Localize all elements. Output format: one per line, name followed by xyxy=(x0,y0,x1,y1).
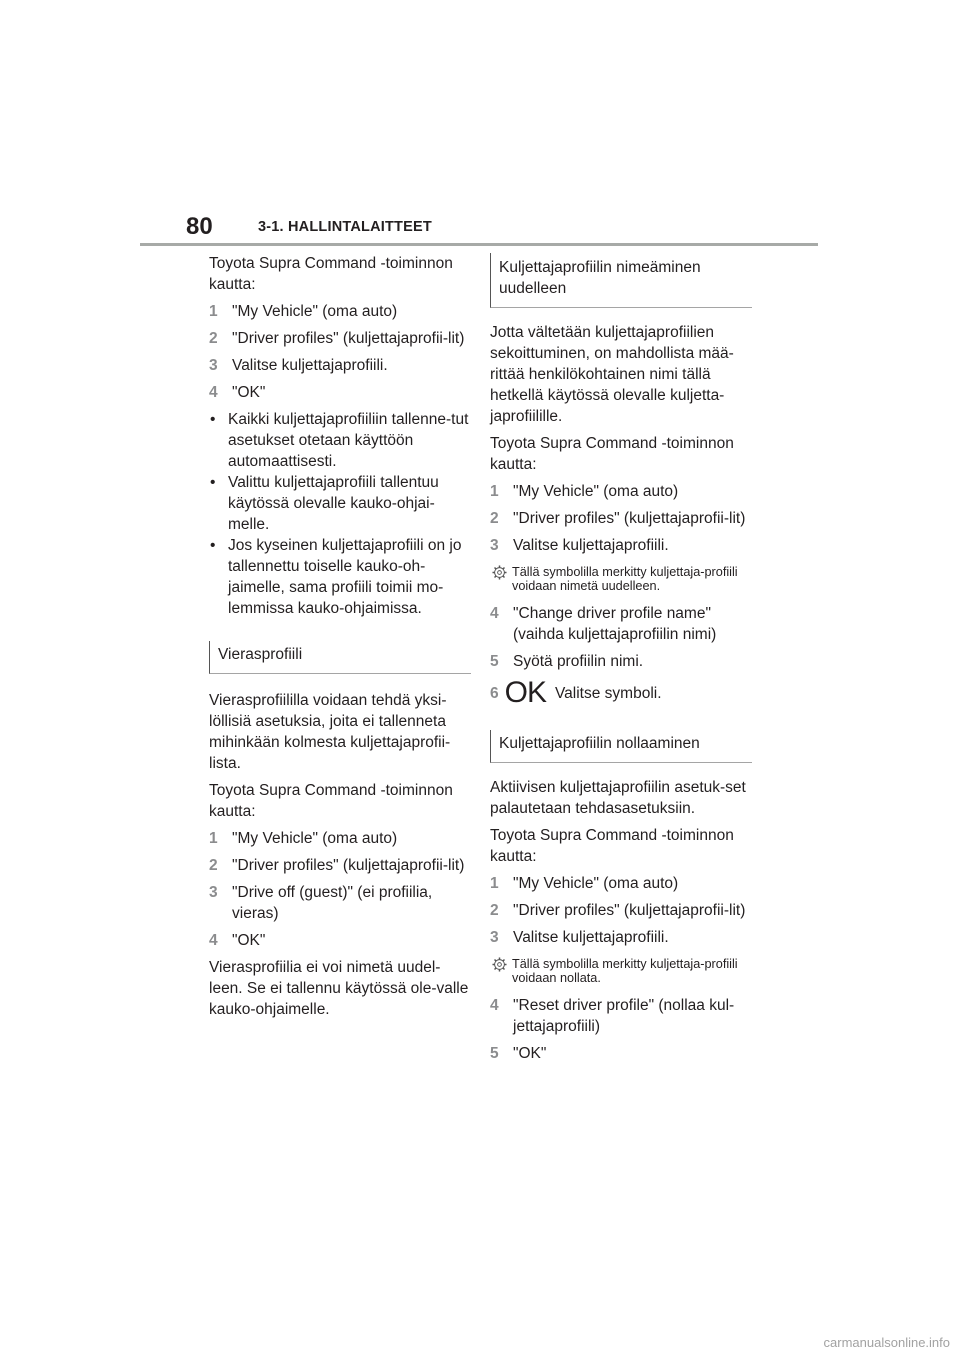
right-column xyxy=(490,253,752,1070)
note-content: Tällä symbolilla merkitty kuljettaja-profiili voidaan nimetä uudelleen. xyxy=(512,565,738,593)
step-number: 1 xyxy=(490,483,499,500)
step-item xyxy=(490,651,752,672)
step-number: 4 xyxy=(490,997,499,1014)
header-rule xyxy=(140,243,818,246)
step-number: 3 xyxy=(209,357,218,374)
step-item xyxy=(490,1043,752,1064)
step-number: 1 xyxy=(209,303,218,320)
reset-heading: Kuljettajaprofiilin nollaaminen xyxy=(490,730,752,763)
step-item xyxy=(490,873,752,894)
step-item xyxy=(490,508,752,529)
step-text: "OK" xyxy=(232,384,266,401)
step-item xyxy=(209,382,471,403)
intro-text: Toyota Supra Command -toiminnon kautta: xyxy=(209,782,453,820)
step-number: 1 xyxy=(490,875,499,892)
step-number: 5 xyxy=(490,1045,499,1062)
step-number: 2 xyxy=(490,510,499,527)
page-number: 80 xyxy=(186,213,213,240)
step-number: 3 xyxy=(490,929,499,946)
step-text: "Driver profiles" (kuljettajaprofii-lit) xyxy=(513,510,746,527)
step-text: "Driver profiles" (kuljettajaprofii-lit) xyxy=(513,902,746,919)
reset-paragraph: Aktiivisen kuljettajaprofiilin asetuk-set palautetaan tehdasasetuksiin. xyxy=(490,779,746,817)
closing-paragraph: Vierasprofiilia ei voi nimetä uudel-leen. Se ei tallennu käytössä ole-valle kauko-ohjaimelle. xyxy=(209,959,469,1018)
step-item xyxy=(209,301,471,322)
step-text: "Driver profiles" (kuljettajaprofii-lit) xyxy=(232,330,465,347)
rename-paragraph: Jotta vältetään kuljettajaprofiilien sekoittuminen, on mahdollista mää-rittää henkilökohtainen nimi tällä hetkellä käytössä olevalle kuljetta-japrofiilille. xyxy=(490,324,734,425)
step-text: "Change driver profile name" (vaihda kuljettajaprofiilin nimi) xyxy=(513,605,717,643)
step-text: "My Vehicle" (oma auto) xyxy=(232,830,398,847)
step-item xyxy=(490,995,752,1037)
step-item xyxy=(490,481,752,502)
watermark: carmanualsonline.info xyxy=(823,1335,950,1350)
step-item xyxy=(490,535,752,556)
step-number: 4 xyxy=(490,605,499,622)
step-item xyxy=(209,328,471,349)
step-number: 5 xyxy=(490,653,499,670)
step-item xyxy=(209,828,471,849)
step-item xyxy=(209,930,471,951)
step-item xyxy=(490,927,752,948)
step-number: 6 xyxy=(490,684,499,702)
intro-text: Toyota Supra Command -toiminnon kautta: xyxy=(490,827,734,865)
intro-text: Toyota Supra Command -toiminnon kautta: xyxy=(490,435,734,473)
step-item xyxy=(490,678,752,708)
bullet-item: • Valittu kuljettajaprofiili tallentuu käytössä olevalle kauko-ohjai-melle. xyxy=(209,472,471,535)
gear-icon xyxy=(492,565,507,583)
step-text: "Reset driver profile" (nollaa kul-jettajaprofiili) xyxy=(513,997,735,1035)
intro-text: Toyota Supra Command -toiminnon kautta: xyxy=(209,255,453,293)
step-item xyxy=(209,882,471,924)
step-number: 3 xyxy=(209,884,218,901)
step-text: Valitse kuljettajaprofiili. xyxy=(513,537,669,554)
step-item xyxy=(490,900,752,921)
step-text: "Drive off (guest)" (ei profiilia, vieras) xyxy=(232,884,433,922)
guest-paragraph: Vierasprofiililla voidaan tehdä yksi-löllisiä asetuksia, joita ei tallenneta mihinkään kolmesta kuljettajaprofii-lista. xyxy=(209,692,451,772)
step-item xyxy=(490,603,752,645)
bullet-item: • Kaikki kuljettajaprofiiliin tallenne-tut asetukset otetaan käyttöön automaattisesti. xyxy=(209,409,471,472)
step-text: Valitse kuljettajaprofiili. xyxy=(232,357,388,374)
step-number: 2 xyxy=(209,857,218,874)
left-column xyxy=(209,253,471,1026)
step-text: "My Vehicle" (oma auto) xyxy=(232,303,398,320)
step-number: 1 xyxy=(209,830,218,847)
step-text: "OK" xyxy=(232,932,266,949)
step-text: "My Vehicle" (oma auto) xyxy=(513,483,679,500)
step-item xyxy=(209,855,471,876)
note-text xyxy=(490,957,752,985)
note-content: Tällä symbolilla merkitty kuljettaja-profiili voidaan nollata. xyxy=(512,957,738,985)
note-text xyxy=(490,565,752,593)
ok-symbol-icon: OK xyxy=(504,676,546,709)
bullet-item: • Jos kyseinen kuljettajaprofiili on jo tallennettu toiselle kauko-oh-jaimelle, sama profiili toimii mo-lemmissa kauko-ohjaimissa. xyxy=(209,535,471,619)
guest-profile-heading: Vierasprofiili xyxy=(209,641,471,674)
step-item xyxy=(209,355,471,376)
step-text: Valitse symboli. xyxy=(554,684,662,702)
step-text: "My Vehicle" (oma auto) xyxy=(513,875,679,892)
step-number: 3 xyxy=(490,537,499,554)
gear-icon xyxy=(492,957,507,975)
step-text: Valitse kuljettajaprofiili. xyxy=(513,929,669,946)
rename-heading: Kuljettajaprofiilin nimeäminen uudelleen xyxy=(490,253,752,308)
step-number: 4 xyxy=(209,932,218,949)
step-text: Syötä profiilin nimi. xyxy=(513,653,644,670)
step-number: 2 xyxy=(209,330,218,347)
step-number: 4 xyxy=(209,384,218,401)
step-text: "OK" xyxy=(513,1045,547,1062)
step-text: "Driver profiles" (kuljettajaprofii-lit) xyxy=(232,857,465,874)
step-number: 2 xyxy=(490,902,499,919)
section-title: 3-1. HALLINTALAITTEET xyxy=(258,219,432,235)
